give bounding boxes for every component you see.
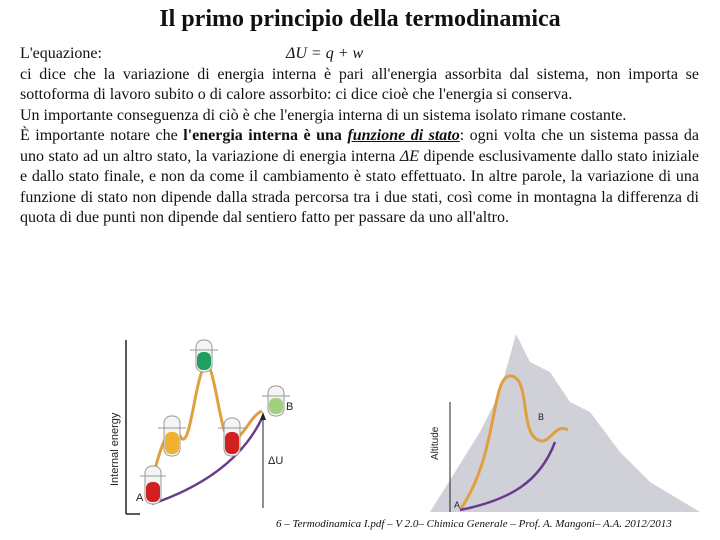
- paragraph-3: [20, 126, 699, 229]
- y-axis-label: Internal energy: [109, 412, 121, 486]
- altitude-figure: [420, 332, 710, 518]
- paragraph-1: ci dice che la variazione di energia interna è pari all'energia assorbita dal sistema, non importa se sottoforma di lavoro subito o di calore assorbito: ci dice cioè che l'energia si conserva.: [20, 65, 699, 103]
- label-b: B: [538, 412, 545, 422]
- label-a: A: [136, 492, 144, 504]
- paragraph-3-bold: l'energia interna è una: [183, 127, 348, 144]
- body-text: [20, 44, 699, 229]
- y-axis-label: Altitude: [430, 426, 441, 460]
- delta-u-label: ΔU: [268, 455, 284, 467]
- mountain-shape: [430, 334, 700, 512]
- paragraph-3-end: dipende esclusivamente dallo stato iniziale e dallo stato finale, e non da come il cambiamento è stato effettuato. In altre parole, la variazione di una funzione di stato non dipende dalla strada percorsa tra i due stati, così come in montagna la differenza di quota di due punti non dipende dal sentiero fatto per passare da uno all'altro.: [20, 147, 700, 226]
- page-title: Il primo principio della termodinamica: [159, 6, 561, 32]
- equation-line: [20, 44, 699, 65]
- paragraph-3-state-function: funzione di stato: [347, 127, 460, 144]
- paragraph-2: Un importante conseguenza di ciò è che l'energia interna di un sistema isolato rimane costante.: [20, 106, 627, 124]
- paragraph-3-mid: : ogni volta che un sistema passa da uno stato ad un altro stato, la variazione di energia interna: [20, 127, 700, 165]
- internal-energy-figure: [100, 336, 300, 516]
- footer: 6 – Termodinamica I.pdf – V 2.0– Chimica Generale – Prof. A. Mangoni– A.A. 2012/2013: [276, 518, 672, 530]
- paragraph-3-start: È importante notare che: [20, 127, 184, 144]
- label-a: A: [454, 500, 461, 510]
- equation-label: L'equazione:: [20, 45, 102, 62]
- test-tube-green: [190, 340, 218, 372]
- test-tube-a: [140, 466, 166, 504]
- paragraph-3-symbol: ΔE: [399, 147, 419, 165]
- label-b: B: [286, 401, 294, 413]
- equation: ΔU = q + w: [285, 45, 364, 62]
